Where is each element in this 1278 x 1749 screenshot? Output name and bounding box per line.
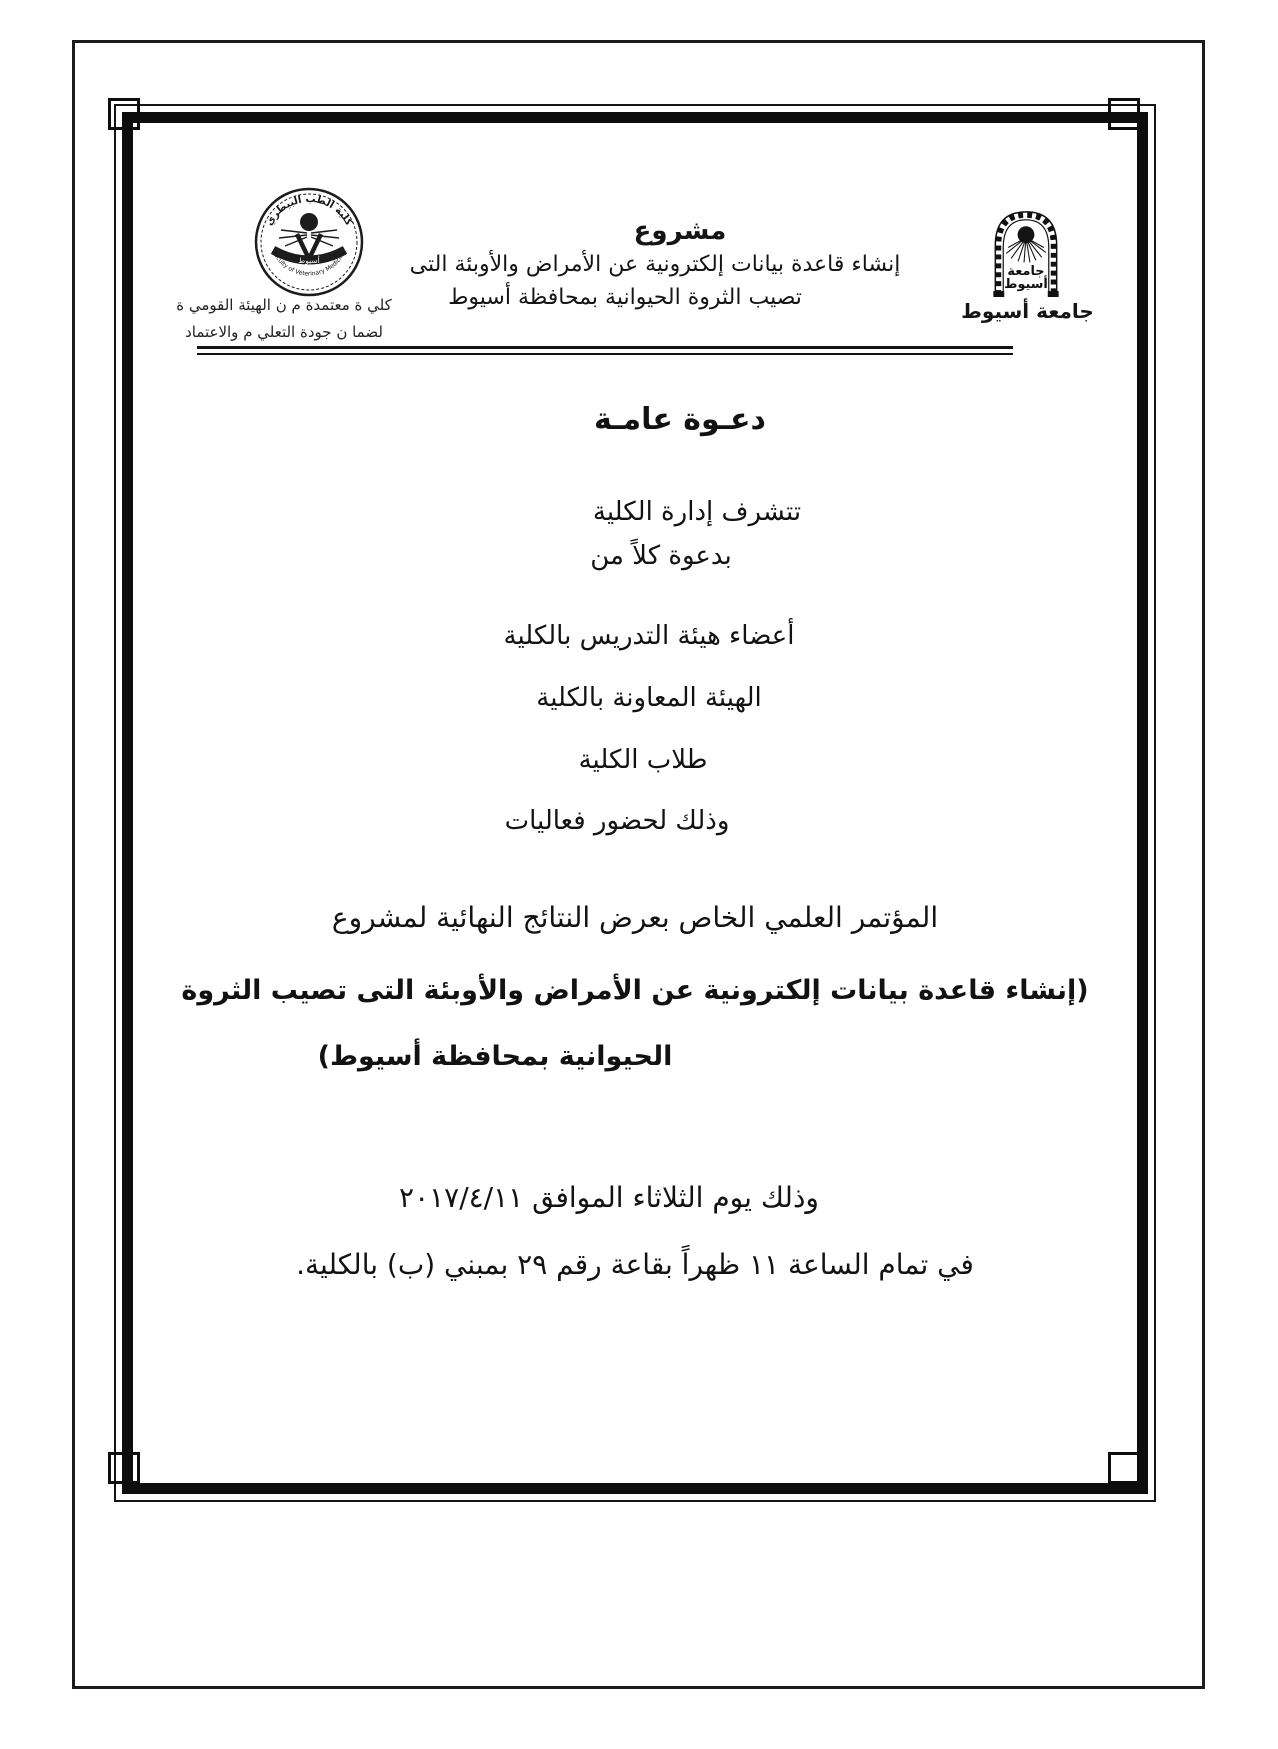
invitee-faculty-members: أعضاء هيئة التدريس بالكلية	[503, 621, 795, 651]
emblem-sun-rays	[1006, 238, 1046, 263]
accreditation-line1: كلي ة معتمدة م ن الهيئة القومي ة	[176, 296, 392, 314]
emblem-base-right	[1048, 291, 1059, 297]
seal-center-disc	[300, 213, 318, 231]
conference-line: المؤتمر العلمي الخاص بعرض النتائج النهائية لمشروع	[331, 901, 939, 934]
intro-line1: تتشرف إدارة الكلية	[592, 497, 802, 527]
project-name-line1: (إنشاء قاعدة بيانات إلكترونية عن الأمراض والأوبئة التى تصيب الثروة	[181, 975, 1089, 1006]
accreditation-line2: لضما ن جودة التعلي م والاعتماد	[185, 323, 383, 341]
header-project-block	[390, 214, 920, 314]
event-date-line: وذلك يوم الثلاثاء الموافق ٢٠١٧/٤/١١	[399, 1181, 819, 1214]
project-header-line1: إنشاء قاعدة بيانات إلكترونية عن الأمراض والأوبئة التى	[409, 252, 901, 277]
invitation-title: دعـوة عامـة	[594, 402, 766, 437]
seal-bottom-arc-text: Faculty of Veterinary Medicine	[270, 249, 348, 278]
project-word: مشروع	[633, 216, 727, 246]
seal-top-arc-text: كلية الطب البيطري	[263, 193, 355, 228]
emblem-calligraphy-line1: جامعة	[1007, 264, 1045, 280]
invitee-assisting-staff: الهيئة المعاونة بالكلية	[536, 683, 762, 713]
project-name-line2: الحيوانية بمحافظة أسيوط)	[317, 1041, 673, 1072]
veterinary-faculty-seal-icon	[252, 186, 366, 298]
frame-corner-ornament	[1108, 1452, 1140, 1484]
frame-corner-ornament	[1108, 98, 1140, 130]
seal-banner-text: أسيوط	[298, 256, 320, 265]
university-name-caption: جامعة أسيوط	[961, 299, 1094, 323]
event-time-place-line: في تمام الساعة ١١ ظهراً بقاعة رقم ٢٩ بمبني (ب) بالكلية.	[296, 1248, 974, 1281]
frame-corner-ornament	[108, 98, 140, 130]
emblem-calligraphy-line2: أسيوط	[1004, 277, 1048, 293]
frame-corner-ornament	[108, 1452, 140, 1484]
invitee-students: طلاب الكلية	[578, 745, 708, 775]
emblem-base-left	[993, 291, 1004, 297]
attend-line: وذلك لحضور فعاليات	[504, 806, 730, 836]
header-separator-rule	[197, 346, 1013, 355]
project-header-line2: تصيب الثروة الحيوانية بمحافظة أسيوط	[448, 285, 802, 310]
seal-rays	[279, 230, 339, 246]
intro-line2: بدعوة كلاً من	[590, 541, 732, 571]
assiut-university-emblem-icon	[991, 204, 1061, 298]
